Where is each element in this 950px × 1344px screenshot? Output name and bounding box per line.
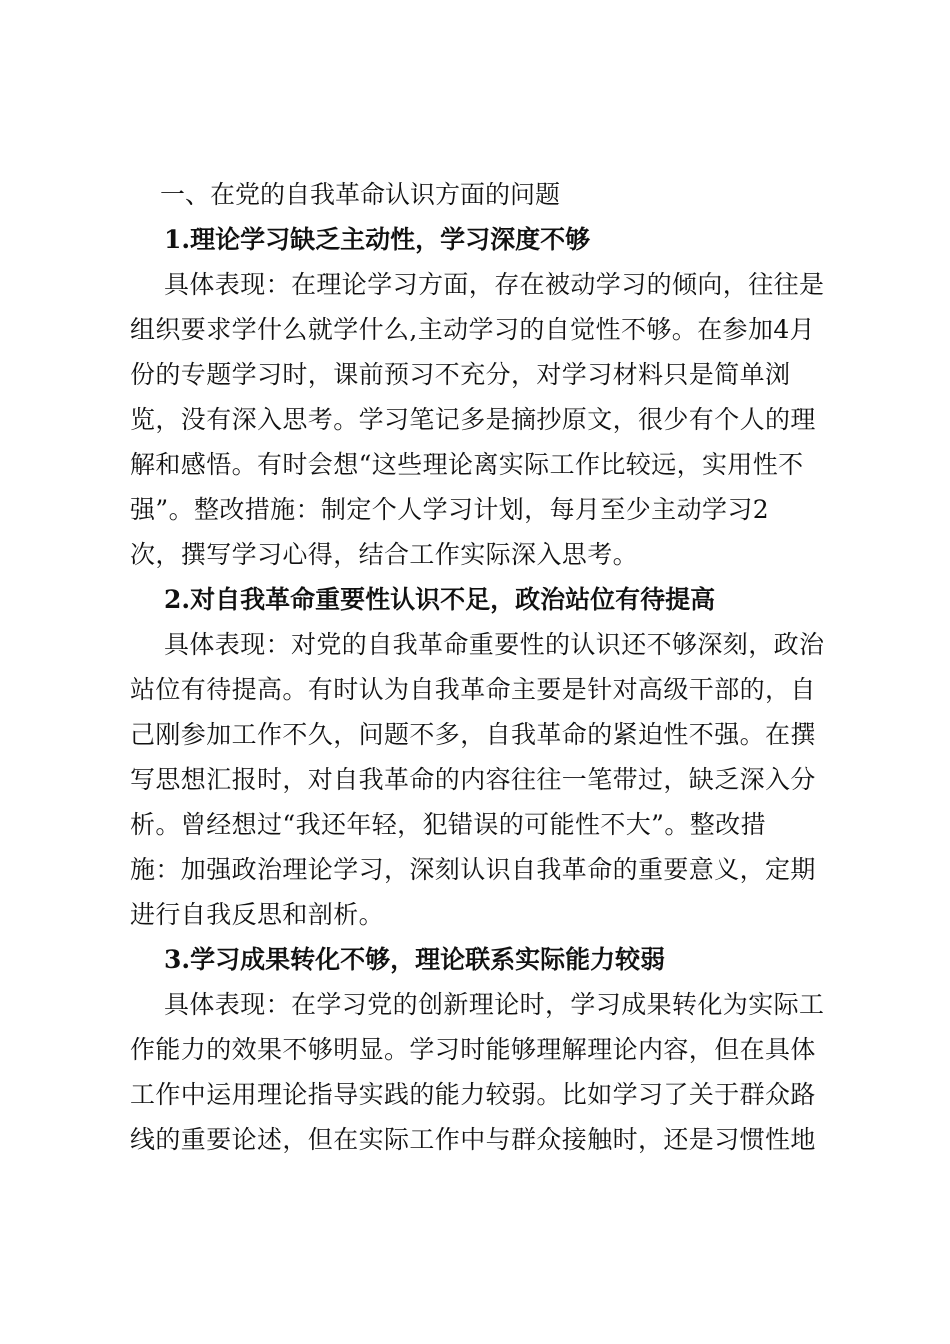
paragraph-line: 析。曾经想过“我还年轻，犯错误的可能性不大”。整改措: [130, 810, 766, 839]
paragraph-line: 强”。整改措施：制定个人学习计划，每月至少主动学习2: [130, 495, 770, 524]
paragraph-line: 己刚参加工作不久，问题不多，自我革命的紧迫性不强。在撰: [130, 720, 816, 749]
item-2-title: 2.对自我革命重要性认识不足，政治站位有待提高: [164, 585, 716, 614]
paragraph-line: 具体表现：在理论学习方面，存在被动学习的倾向，往往是: [164, 270, 825, 299]
paragraph-line: 览，没有深入思考。学习笔记多是摘抄原文，很少有个人的理: [130, 405, 816, 434]
paragraph-line: 具体表现：在学习党的创新理论时，学习成果转化为实际工: [164, 990, 825, 1019]
item-1-body: [130, 262, 830, 577]
paragraph-line: 份的专题学习时，课前预习不充分，对学习材料只是简单浏: [130, 360, 791, 389]
paragraph-line: 组织要求学什么就学什么,主动学习的自觉性不够。在参加4月: [130, 315, 816, 344]
paragraph-line: 施：加强政治理论学习，深刻认识自我革命的重要意义，定期: [130, 855, 816, 884]
paragraph-line: 具体表现：对党的自我革命重要性的认识还不够深刻，政治: [164, 630, 825, 659]
item-3-title: 3.学习成果转化不够，理论联系实际能力较弱: [164, 945, 666, 974]
item-3-body: [130, 982, 830, 1162]
paragraph-line: 线的重要论述，但在实际工作中与群众接触时，还是习惯性地: [130, 1125, 816, 1154]
paragraph-line: 站位有待提高。有时认为自我革命主要是针对高级干部的，自: [130, 675, 816, 704]
document-content: [130, 172, 830, 1162]
paragraph-line: 进行自我反思和剖析。: [130, 900, 385, 929]
paragraph-line: 解和感悟。有时会想“这些理论离实际工作比较远，实用性不: [130, 450, 804, 479]
paragraph-line: 写思想汇报时，对自我革命的内容往往一笔带过，缺乏深入分: [130, 765, 816, 794]
paragraph-line: 次，撰写学习心得，结合工作实际深入思考。: [130, 540, 639, 569]
section-title: 一、在党的自我革命认识方面的问题: [160, 180, 561, 209]
item-2-body: [130, 622, 830, 937]
paragraph-line: 作能力的效果不够明显。学习时能够理解理论内容，但在具体: [130, 1035, 816, 1064]
paragraph-line: 工作中运用理论指导实践的能力较弱。比如学习了关于群众路: [130, 1080, 816, 1109]
item-1-title: 1.理论学习缺乏主动性，学习深度不够: [164, 225, 591, 254]
